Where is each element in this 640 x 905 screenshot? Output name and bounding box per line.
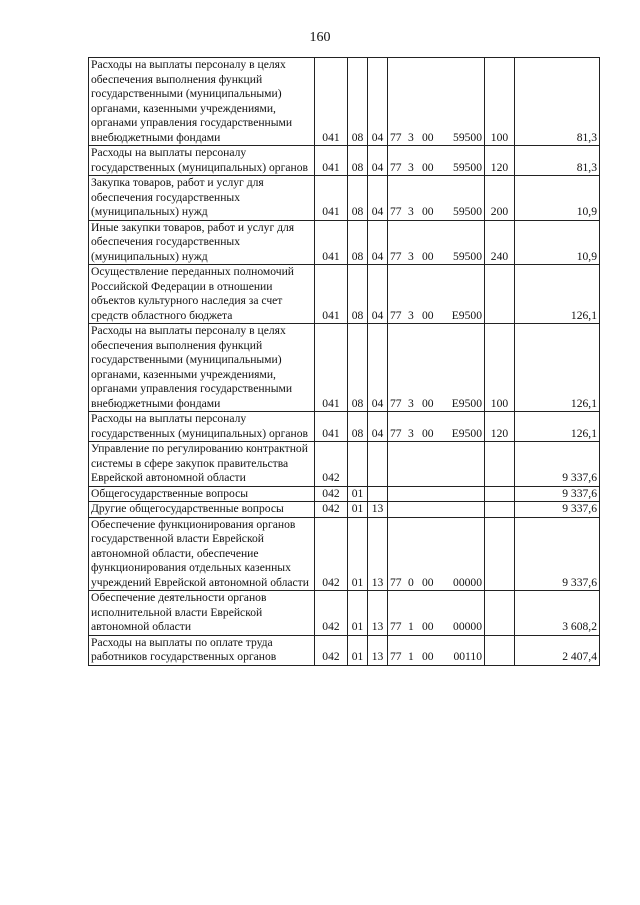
row-subsection: 04 [368,58,388,146]
row-section: 01 [348,635,368,665]
table-row [89,635,600,665]
table-row [89,442,600,487]
row-sum: 81,3 [515,58,600,146]
row-target-article [388,486,485,502]
row-target-article [388,220,485,265]
target-article-part: 00000 [453,575,482,589]
row-description: Общегосударственные вопросы [89,486,315,502]
target-article-parts [390,650,482,665]
target-article-part: E9500 [451,308,482,322]
table-row [89,517,600,591]
target-article-part: 77 [390,620,402,633]
row-admin-code: 041 [315,58,348,146]
row-target-article [388,265,485,324]
target-article-part: 00 [422,249,434,263]
row-sum: 9 337,6 [515,517,600,591]
row-section: 08 [348,265,368,324]
row-section: 01 [348,502,368,518]
target-article-parts [390,620,482,635]
row-sum: 2 407,4 [515,635,600,665]
row-description: Закупка товаров, работ и услуг для обеспечения государственных (муниципальных) нужд [89,176,315,221]
row-description: Иные закупки товаров, работ и услуг для обеспечения государственных (муниципальных) нужд [89,220,315,265]
target-article-parts [390,205,482,220]
target-article-part: 77 [390,249,402,263]
row-section: 08 [348,220,368,265]
target-article-part: 59500 [453,205,482,218]
row-expense-type [485,486,515,502]
row-description: Обеспечение деятельности органов исполнительной власти Еврейской автономной области [89,591,315,636]
row-expense-type: 100 [485,324,515,412]
target-article-part: 77 [390,308,402,322]
row-description: Расходы на выплаты персоналу в целях обеспечения выполнения функций государственными (муниципальными) органами, казенными учреждениями, органами управления государственными внебюджетными фондами [89,58,315,146]
table-row [89,324,600,412]
row-subsection: 04 [368,412,388,442]
target-article-part: 1 [408,650,414,663]
target-article-part: 00000 [453,620,482,633]
row-section: 01 [348,517,368,591]
row-description: Обеспечение функционирования органов государственной власти Еврейской автономной области, обеспечение функционирования отдельных казенных учреждений Еврейской автономной области [89,517,315,591]
target-article-part: 3 [408,130,414,144]
target-article-part: 59500 [453,130,482,144]
row-admin-code: 041 [315,324,348,412]
row-admin-code: 041 [315,146,348,176]
target-article-part: 77 [390,650,402,663]
table-row [89,502,600,518]
target-article-part: E9500 [451,426,482,440]
row-admin-code: 042 [315,502,348,518]
target-article-part: 59500 [453,160,482,174]
row-subsection [368,442,388,487]
row-section: 01 [348,591,368,636]
row-section: 01 [348,486,368,502]
row-sum: 81,3 [515,146,600,176]
row-expense-type: 200 [485,176,515,221]
row-target-article [388,58,485,146]
row-section: 08 [348,324,368,412]
target-article-part: 00 [422,575,434,589]
target-article-part: 00110 [453,650,482,663]
row-description: Расходы на выплаты персоналу государственных (муниципальных) органов [89,146,315,176]
budget-table [88,57,600,666]
row-section: 08 [348,412,368,442]
row-description: Расходы на выплаты персоналу государственных (муниципальных) органов [89,412,315,442]
table-row [89,265,600,324]
row-description: Осуществление переданных полномочий Российской Федерации в отношении объектов культурного наследия за счет средств областного бюджета [89,265,315,324]
row-sum: 3 608,2 [515,591,600,636]
target-article-part: 00 [422,160,434,174]
row-target-article [388,517,485,591]
target-article-part: 59500 [453,249,482,263]
target-article-part: 77 [390,160,402,174]
row-subsection: 04 [368,176,388,221]
row-subsection: 13 [368,591,388,636]
row-expense-type [485,591,515,636]
target-article-parts [390,161,482,176]
target-article-parts [390,250,482,265]
row-admin-code: 042 [315,442,348,487]
target-article-part: 77 [390,205,402,218]
row-sum: 9 337,6 [515,486,600,502]
budget-table-body [89,58,600,666]
row-target-article [388,176,485,221]
row-description: Другие общегосударственные вопросы [89,502,315,518]
row-target-article [388,412,485,442]
target-article-part: 3 [408,160,414,174]
row-target-article [388,502,485,518]
target-article-part: 3 [408,205,414,218]
row-expense-type: 240 [485,220,515,265]
row-section: 08 [348,58,368,146]
row-subsection: 04 [368,146,388,176]
row-admin-code: 042 [315,635,348,665]
target-article-parts [390,397,482,412]
target-article-part: 3 [408,396,414,410]
row-subsection [368,486,388,502]
row-section [348,442,368,487]
row-section: 08 [348,146,368,176]
row-target-article [388,591,485,636]
row-description: Управление по регулированию контрактной системы в сфере закупок правительства Еврейской автономной области [89,442,315,487]
target-article-part: 00 [422,426,434,440]
row-expense-type [485,265,515,324]
row-sum: 9 337,6 [515,502,600,518]
target-article-part: 00 [422,308,434,322]
row-expense-type [485,442,515,487]
target-article-part: 77 [390,396,402,410]
row-expense-type [485,502,515,518]
row-subsection: 13 [368,517,388,591]
row-subsection: 13 [368,635,388,665]
row-sum: 10,9 [515,220,600,265]
row-expense-type: 100 [485,58,515,146]
row-sum: 126,1 [515,324,600,412]
target-article-part: 3 [408,249,414,263]
target-article-part: 00 [422,130,434,144]
row-sum: 126,1 [515,412,600,442]
target-article-part: 3 [408,426,414,440]
row-target-article [388,146,485,176]
row-subsection: 13 [368,502,388,518]
row-expense-type: 120 [485,412,515,442]
row-admin-code: 041 [315,176,348,221]
target-article-part: 77 [390,130,402,144]
target-article-parts [390,131,482,146]
target-article-part: 3 [408,308,414,322]
table-row [89,591,600,636]
row-target-article [388,635,485,665]
target-article-part: 00 [422,205,434,218]
row-admin-code: 042 [315,517,348,591]
target-article-part: 77 [390,575,402,589]
row-sum: 126,1 [515,265,600,324]
target-article-part: 00 [422,650,434,663]
table-row [89,176,600,221]
row-section: 08 [348,176,368,221]
target-article-part: 77 [390,426,402,440]
row-description: Расходы на выплаты персоналу в целях обеспечения выполнения функций государственными (муниципальными) органами, казенными учреждениями, органами управления государственными внебюджетными фондами [89,324,315,412]
row-admin-code: 042 [315,591,348,636]
row-admin-code: 041 [315,220,348,265]
table-row [89,220,600,265]
row-target-article [388,442,485,487]
row-sum: 9 337,6 [515,442,600,487]
row-admin-code: 041 [315,265,348,324]
target-article-parts [390,576,482,591]
target-article-part: E9500 [451,396,482,410]
row-subsection: 04 [368,220,388,265]
table-row [89,146,600,176]
row-subsection: 04 [368,324,388,412]
row-admin-code: 042 [315,486,348,502]
row-sum: 10,9 [515,176,600,221]
target-article-parts [390,309,482,324]
row-expense-type [485,517,515,591]
row-target-article [388,324,485,412]
target-article-part: 00 [422,620,434,633]
row-expense-type: 120 [485,146,515,176]
row-expense-type [485,635,515,665]
target-article-part: 1 [408,620,414,633]
table-row [89,412,600,442]
target-article-part: 00 [422,396,434,410]
table-row [89,486,600,502]
row-description: Расходы на выплаты по оплате труда работников государственных органов [89,635,315,665]
target-article-parts [390,427,482,442]
target-article-part: 0 [408,575,414,589]
table-row [89,58,600,146]
row-admin-code: 041 [315,412,348,442]
row-subsection: 04 [368,265,388,324]
page-number: 160 [309,30,331,45]
